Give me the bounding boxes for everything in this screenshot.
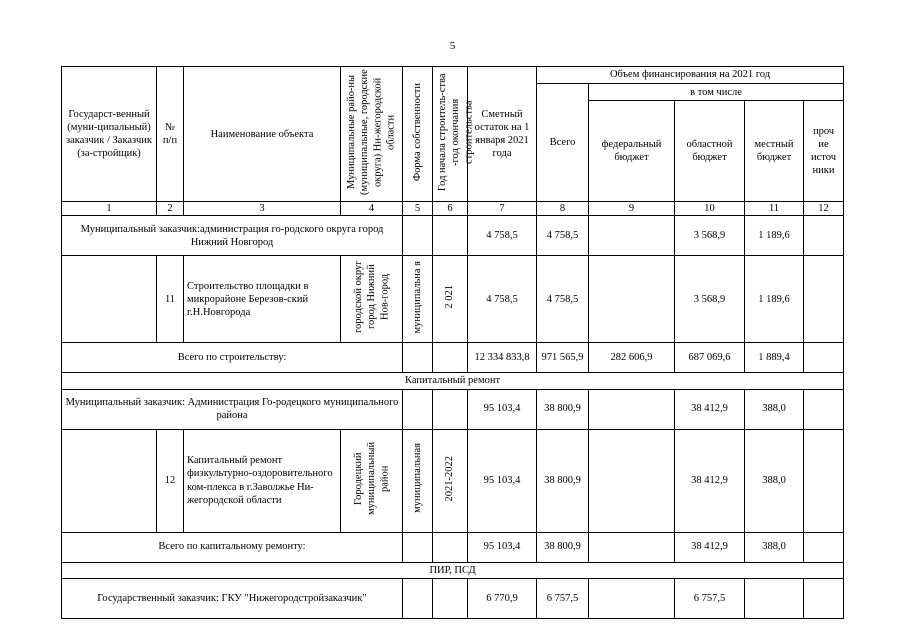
column-index-row — [62, 202, 844, 216]
col-index: 5 — [403, 202, 433, 216]
local-cell: 1 189,6 — [745, 256, 804, 343]
header-years: Год начала строитель-ства -год окончания строительства — [433, 67, 468, 202]
total-cell: 971 565,9 — [537, 343, 589, 373]
col-index: 10 — [675, 202, 745, 216]
header-federal: федеральный бюджет — [589, 101, 675, 202]
total-cell: 38 800,9 — [537, 389, 589, 429]
col-index: 6 — [433, 202, 468, 216]
table-row — [62, 216, 844, 256]
header-object-name: Наименование объекта — [184, 67, 341, 202]
header-local: местный бюджет — [745, 101, 804, 202]
local-cell: 388,0 — [745, 532, 804, 562]
years-cell: 2 021 — [433, 256, 468, 343]
header-including: в том числе — [589, 84, 844, 101]
customer-name: Муниципальный заказчик: Администрация Го-родецкого муниципального района — [62, 389, 403, 429]
header-municipality: Муниципальные райо-ны (муниципальные, городские округа) Ни-жегородской области — [341, 67, 403, 202]
item-num: 12 — [157, 429, 184, 532]
regional-cell: 38 412,9 — [675, 389, 745, 429]
customer-name: Муниципальный заказчик:администрация го-родского округа город Нижний Новгород — [62, 216, 403, 256]
page-number: 5 — [449, 40, 456, 52]
header-regional: областной бюджет — [675, 101, 745, 202]
header-other: проч ие источ ники — [804, 101, 844, 202]
regional-cell: 3 568,9 — [675, 216, 745, 256]
capital-total-label: Всего по капитальному ремонту: — [62, 532, 403, 562]
table-row — [62, 256, 844, 343]
municipality-cell: Городецкий муниципальный район — [341, 429, 403, 532]
header-estimate: Сметный остаток на 1 января 2021 года — [468, 67, 537, 202]
estimate-cell: 95 103,4 — [468, 532, 537, 562]
total-cell: 4 758,5 — [537, 256, 589, 343]
table-row — [62, 578, 844, 618]
financing-table — [61, 66, 844, 619]
table-row — [62, 343, 844, 373]
estimate-cell: 95 103,4 — [468, 389, 537, 429]
estimate-cell: 6 770,9 — [468, 578, 537, 618]
table-row — [62, 532, 844, 562]
regional-cell: 3 568,9 — [675, 256, 745, 343]
section-row — [62, 562, 844, 578]
table-row — [62, 429, 844, 532]
col-index: 8 — [537, 202, 589, 216]
col-index: 4 — [341, 202, 403, 216]
section-pir-psd: ПИР, ПСД — [62, 562, 844, 578]
estimate-cell: 12 334 833,8 — [468, 343, 537, 373]
total-cell: 4 758,5 — [537, 216, 589, 256]
header-funding-group: Объем финансирования на 2021 год — [537, 67, 844, 84]
customer-name: Государственный заказчик: ГКУ "Нижегородстройзаказчик" — [62, 578, 403, 618]
regional-cell: 38 412,9 — [675, 532, 745, 562]
total-cell: 38 800,9 — [537, 429, 589, 532]
local-cell: 1 889,4 — [745, 343, 804, 373]
col-index: 9 — [589, 202, 675, 216]
col-index: 1 — [62, 202, 157, 216]
regional-cell: 38 412,9 — [675, 429, 745, 532]
col-index: 12 — [804, 202, 844, 216]
item-num: 11 — [157, 256, 184, 343]
object-name: Капитальный ремонт физкультурно-оздоровительного ком-плекса в г.Заволжье Ни-жегородской области — [184, 429, 341, 532]
federal-cell: 282 606,9 — [589, 343, 675, 373]
section-row — [62, 373, 844, 389]
years-cell: 2021-2022 — [433, 429, 468, 532]
municipality-cell: городской округ город Нижний Нов-город — [341, 256, 403, 343]
local-cell: 1 189,6 — [745, 216, 804, 256]
header-num: № п/п — [157, 67, 184, 202]
regional-cell: 687 069,6 — [675, 343, 745, 373]
section-capital-repair: Капитальный ремонт — [62, 373, 844, 389]
object-name: Строительство площадки в микрорайоне Березов-ский г.Н.Новгорода — [184, 256, 341, 343]
estimate-cell: 4 758,5 — [468, 216, 537, 256]
header-ownership: Форма собственности — [403, 67, 433, 202]
col-index: 11 — [745, 202, 804, 216]
estimate-cell: 4 758,5 — [468, 256, 537, 343]
col-index: 2 — [157, 202, 184, 216]
ownership-cell: муниципальна я — [403, 256, 433, 343]
total-cell: 38 800,9 — [537, 532, 589, 562]
total-cell: 6 757,5 — [537, 578, 589, 618]
local-cell: 388,0 — [745, 389, 804, 429]
col-index: 7 — [468, 202, 537, 216]
local-cell: 388,0 — [745, 429, 804, 532]
table-row — [62, 389, 844, 429]
regional-cell: 6 757,5 — [675, 578, 745, 618]
ownership-cell: муниципальная — [403, 429, 433, 532]
col-index: 3 — [184, 202, 341, 216]
header-total: Всего — [537, 84, 589, 202]
construction-total-label: Всего по строительству: — [62, 343, 403, 373]
estimate-cell: 95 103,4 — [468, 429, 537, 532]
header-customer: Государст-венный (муни-ципальный) заказчик / Заказчик (за-стройщик) — [62, 67, 157, 202]
